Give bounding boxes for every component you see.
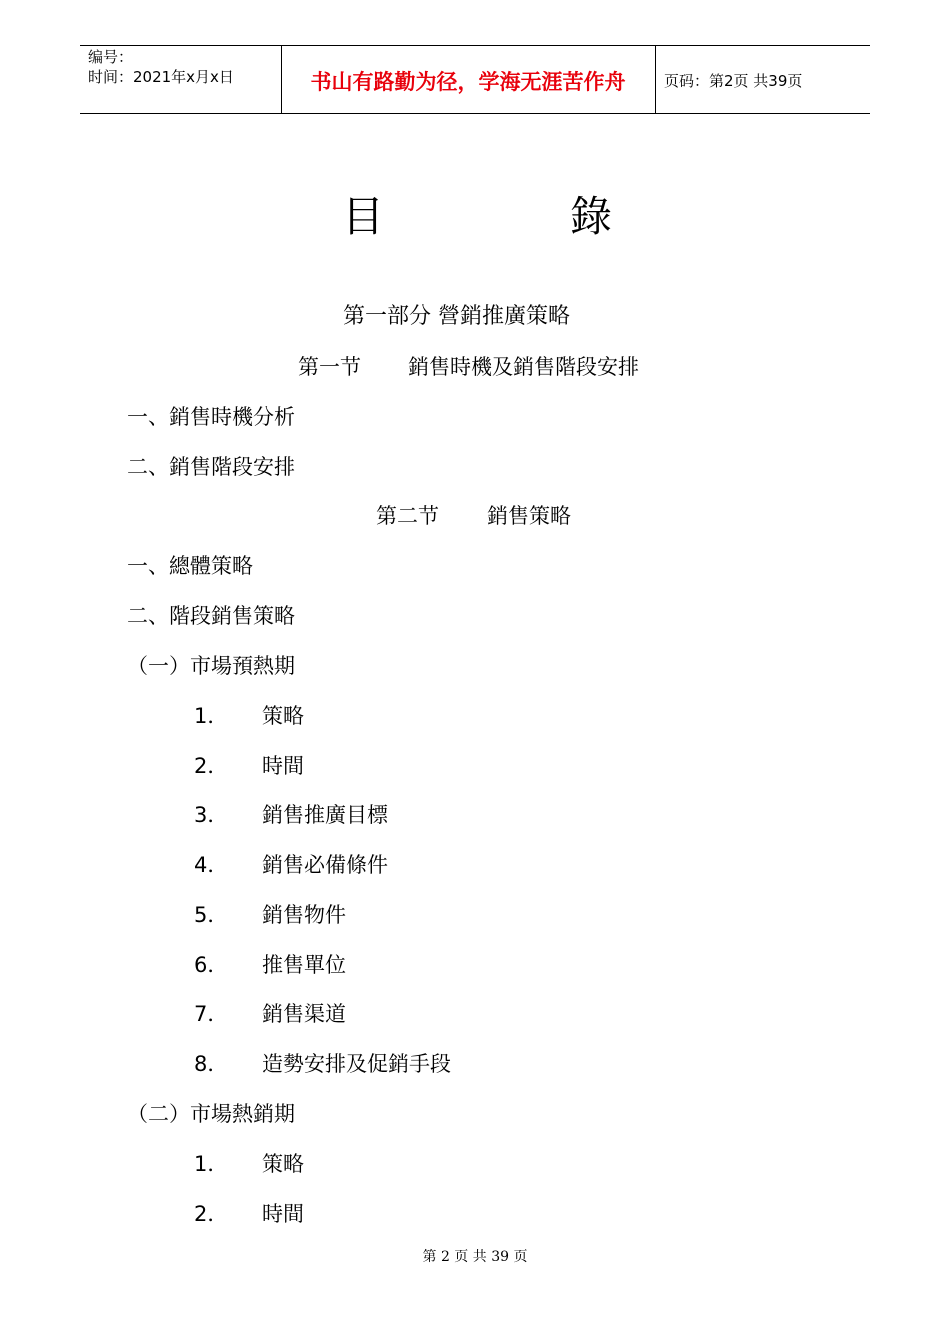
toc-section-1-label[interactable]: 第一节 [298,355,361,379]
time-label: 时间：2021年x月x日 [88,68,234,86]
toc-sub1-item-text[interactable]: 銷售必備條件 [262,853,388,877]
toc-sub2-item-num: 2． [194,1202,229,1226]
toc-sub1-item-num: 5． [194,903,229,927]
header-page-label: 页码：第2页 共39页 [664,72,803,90]
toc-sub-1[interactable]: （一）市場預熱期 [127,654,295,678]
toc-sub2-item-text[interactable]: 時間 [262,1202,304,1226]
toc-sub1-item-num: 6． [194,953,229,977]
page-footer: 第 2 页 共 39 页 [422,1249,528,1265]
header-bottom-border [80,113,870,114]
toc-s1-item-2[interactable]: 二、銷售階段安排 [127,455,295,479]
toc-sub1-item-num: 2． [194,754,229,778]
toc-sub1-item-text[interactable]: 銷售物件 [262,903,346,927]
toc-s2-item-1[interactable]: 一、總體策略 [127,554,253,578]
title-char-2: 錄 [570,192,613,241]
toc-sub1-item-text[interactable]: 推售單位 [262,953,346,977]
toc-section-1-title[interactable]: 銷售時機及銷售階段安排 [408,355,639,379]
toc-sub1-item-num: 7． [194,1002,229,1026]
header-left-cell [88,47,234,87]
toc-sub1-item-num: 3． [194,803,229,827]
toc-sub2-item-text[interactable]: 策略 [262,1152,304,1176]
toc-sub1-item-text[interactable]: 銷售渠道 [262,1002,346,1026]
toc-s1-item-1[interactable]: 一、銷售時機分析 [127,405,295,429]
toc-sub-2[interactable]: （二）市場熱銷期 [127,1102,295,1126]
toc-part-1[interactable]: 第一部分 營銷推廣策略 [343,304,570,329]
toc-sub1-item-text[interactable]: 時間 [262,754,304,778]
header-top-border [80,45,870,46]
toc-sub1-item-text[interactable]: 造勢安排及促銷手段 [262,1052,451,1076]
title-char-1: 目 [342,192,385,241]
header-motto: 书山有路勤为径，学海无涯苦作舟 [310,69,626,94]
toc-sub1-item-text[interactable]: 策略 [262,704,304,728]
toc-sub2-item-num: 1． [194,1152,229,1176]
toc-sub1-item-num: 4． [194,853,229,877]
header-divider-right [655,45,656,113]
toc-section-2-title[interactable]: 銷售策略 [487,504,571,528]
toc-s2-item-2[interactable]: 二、階段銷售策略 [127,604,295,628]
toc-sub1-item-num: 8． [194,1052,229,1076]
doc-number-label: 编号： [88,48,134,66]
toc-sub1-item-num: 1． [194,704,229,728]
toc-sub1-item-text[interactable]: 銷售推廣目標 [262,803,388,827]
toc-section-2-label[interactable]: 第二节 [376,504,439,528]
